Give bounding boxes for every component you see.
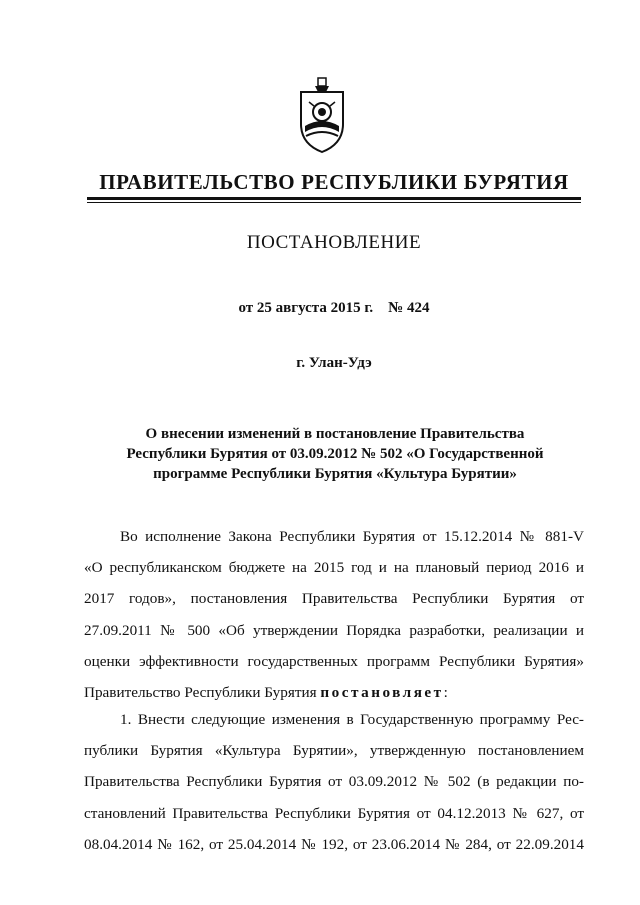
paragraph-line: 27.09.2011 № 500 «Об утверждении Порядка разработки, реализации и [84, 621, 584, 639]
subject-line: программе Республики Бурятия «Культура Бурятии» [153, 466, 517, 482]
subject-line: Республики Бурятия от 03.09.2012 № 502 «О Государственной [126, 446, 544, 462]
paragraph-line: 1. Внести следующие изменения в Государственную программу Рес- [120, 711, 584, 728]
paragraph-line: Во исполнение Закона Республики Бурятия от 15.12.2014 № 881-V [120, 528, 584, 545]
paragraph-text: : [443, 683, 448, 701]
paragraph-line: 2017 годов», постановления Правительства Республики Бурятия от [84, 590, 584, 608]
paragraph-line: оценки эффективности государственных программ Республики Бурятия» [84, 652, 584, 670]
paragraph-line: публики Бурятия «Культура Бурятии», утвержденную постановлением [84, 742, 584, 760]
document-type: ПОСТАНОВЛЕНИЕ [246, 232, 422, 253]
government-title: ПРАВИТЕЛЬСТВО РЕСПУБЛИКИ БУРЯТИЯ [99, 170, 569, 194]
paragraph-line: «О республиканском бюджете на 2015 год и на плановый период 2016 и [84, 559, 584, 577]
header-divider-thick [87, 197, 581, 200]
subject-line: О внесении изменений в постановление Правительства [145, 426, 525, 442]
coat-of-arms-icon [296, 72, 348, 156]
city: г. Улан-Удэ [296, 355, 372, 371]
resolves-emphasis: постановляет [320, 683, 444, 701]
paragraph-line: становлений Правительства Республики Бурятия от 04.12.2013 № 627, от [84, 804, 584, 822]
subject-heading [100, 424, 570, 484]
paragraph-line: 08.04.2014 № 162, от 25.04.2014 № 192, от 23.06.2014 № 284, от 22.09.2014 [84, 835, 584, 853]
header-divider-thin [87, 202, 581, 203]
preamble-paragraph [84, 521, 584, 708]
paragraph-text: Правительство Республики Бурятия [84, 683, 321, 701]
paragraph-line: Правительства Республики Бурятия от 03.09.2012 № 502 (в редакции по- [84, 773, 584, 791]
item-1-paragraph [84, 704, 584, 860]
date-number: от 25 августа 2015 г. № 424 [238, 300, 430, 316]
